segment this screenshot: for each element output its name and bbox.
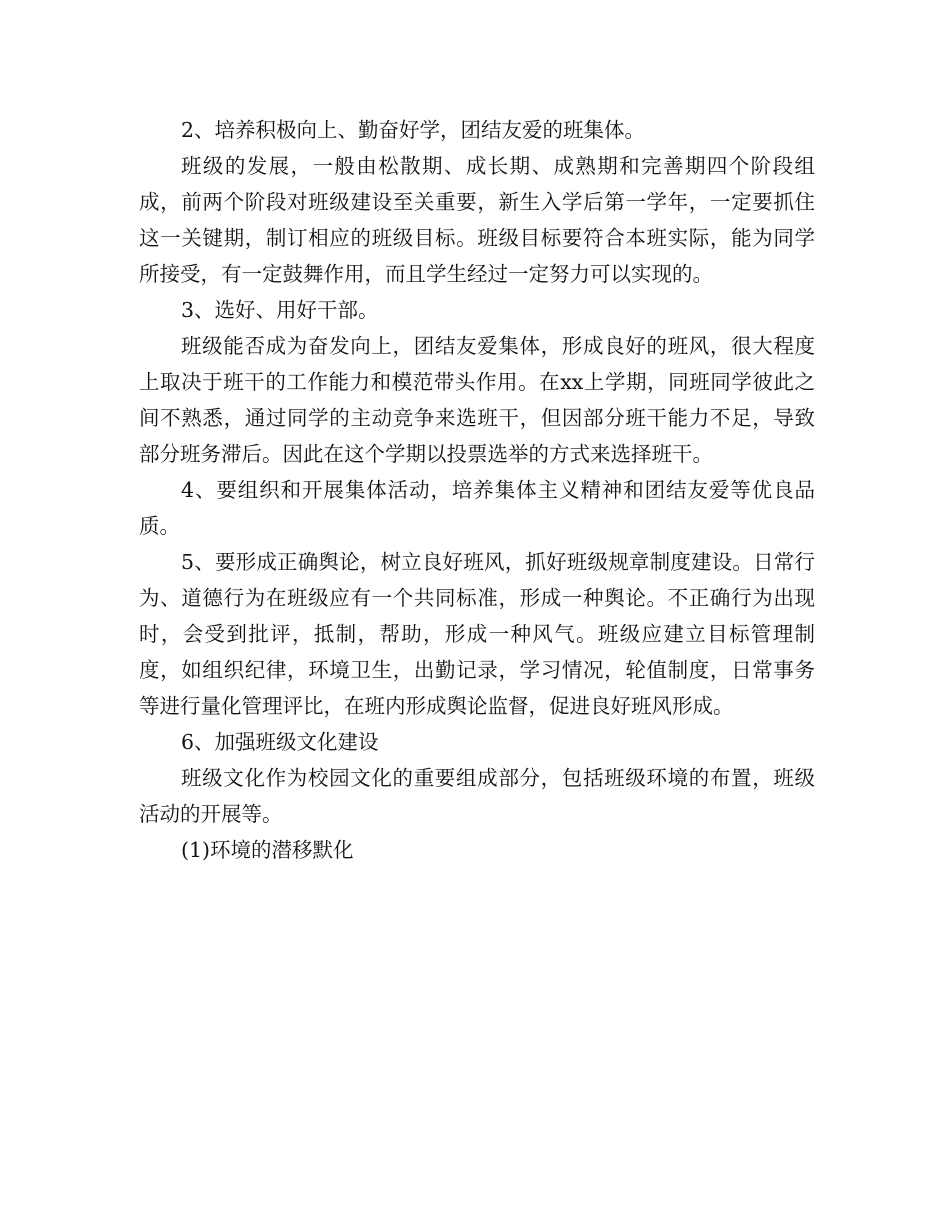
subheading-environment: (1)环境的潜移默化 [181, 838, 354, 862]
heading-point-2: 2、培养积极向上、勤奋好学，团结友爱的班集体。 [181, 118, 646, 142]
heading-point-6: 6、加强班级文化建设 [181, 730, 379, 754]
document-body [139, 112, 815, 868]
heading-point-4: 4、要组织和开展集体活动，培养集体主义精神和团结友爱等优良品质。 [139, 478, 815, 538]
paragraph-class-cadres: 班级能否成为奋发向上，团结友爱集体，形成良好的班风，很大程度上取决于班干的工作能力和模范带头作用。在xx上学期，同班同学彼此之间不熟悉，通过同学的主动竞争来选班干，但因部分班干能力不足，导致部分班务滞后。因此在这个学期以投票选举的方式来选择班干。 [139, 334, 815, 466]
heading-point-5: 5、要形成正确舆论，树立良好班风，抓好班级规章制度建设。日常行为、道德行为在班级应有一个共同标准，形成一种舆论。不正确行为出现时，会受到批评，抵制，帮助，形成一种风气。班级应建立目标管理制度，如组织纪律，环境卫生，出勤记录，学习情况，轮值制度，日常事务等进行量化管理评比，在班内形成舆论监督，促进良好班风形成。 [139, 550, 815, 718]
paragraph-class-development: 班级的发展，一般由松散期、成长期、成熟期和完善期四个阶段组成，前两个阶段对班级建设至关重要，新生入学后第一学年，一定要抓住这一关键期，制订相应的班级目标。班级目标要符合本班实际，能为同学所接受，有一定鼓舞作用，而且学生经过一定努力可以实现的。 [139, 154, 815, 286]
paragraph-class-culture: 班级文化作为校园文化的重要组成部分，包括班级环境的布置，班级活动的开展等。 [139, 766, 815, 826]
heading-point-3: 3、选好、用好干部。 [181, 298, 379, 322]
